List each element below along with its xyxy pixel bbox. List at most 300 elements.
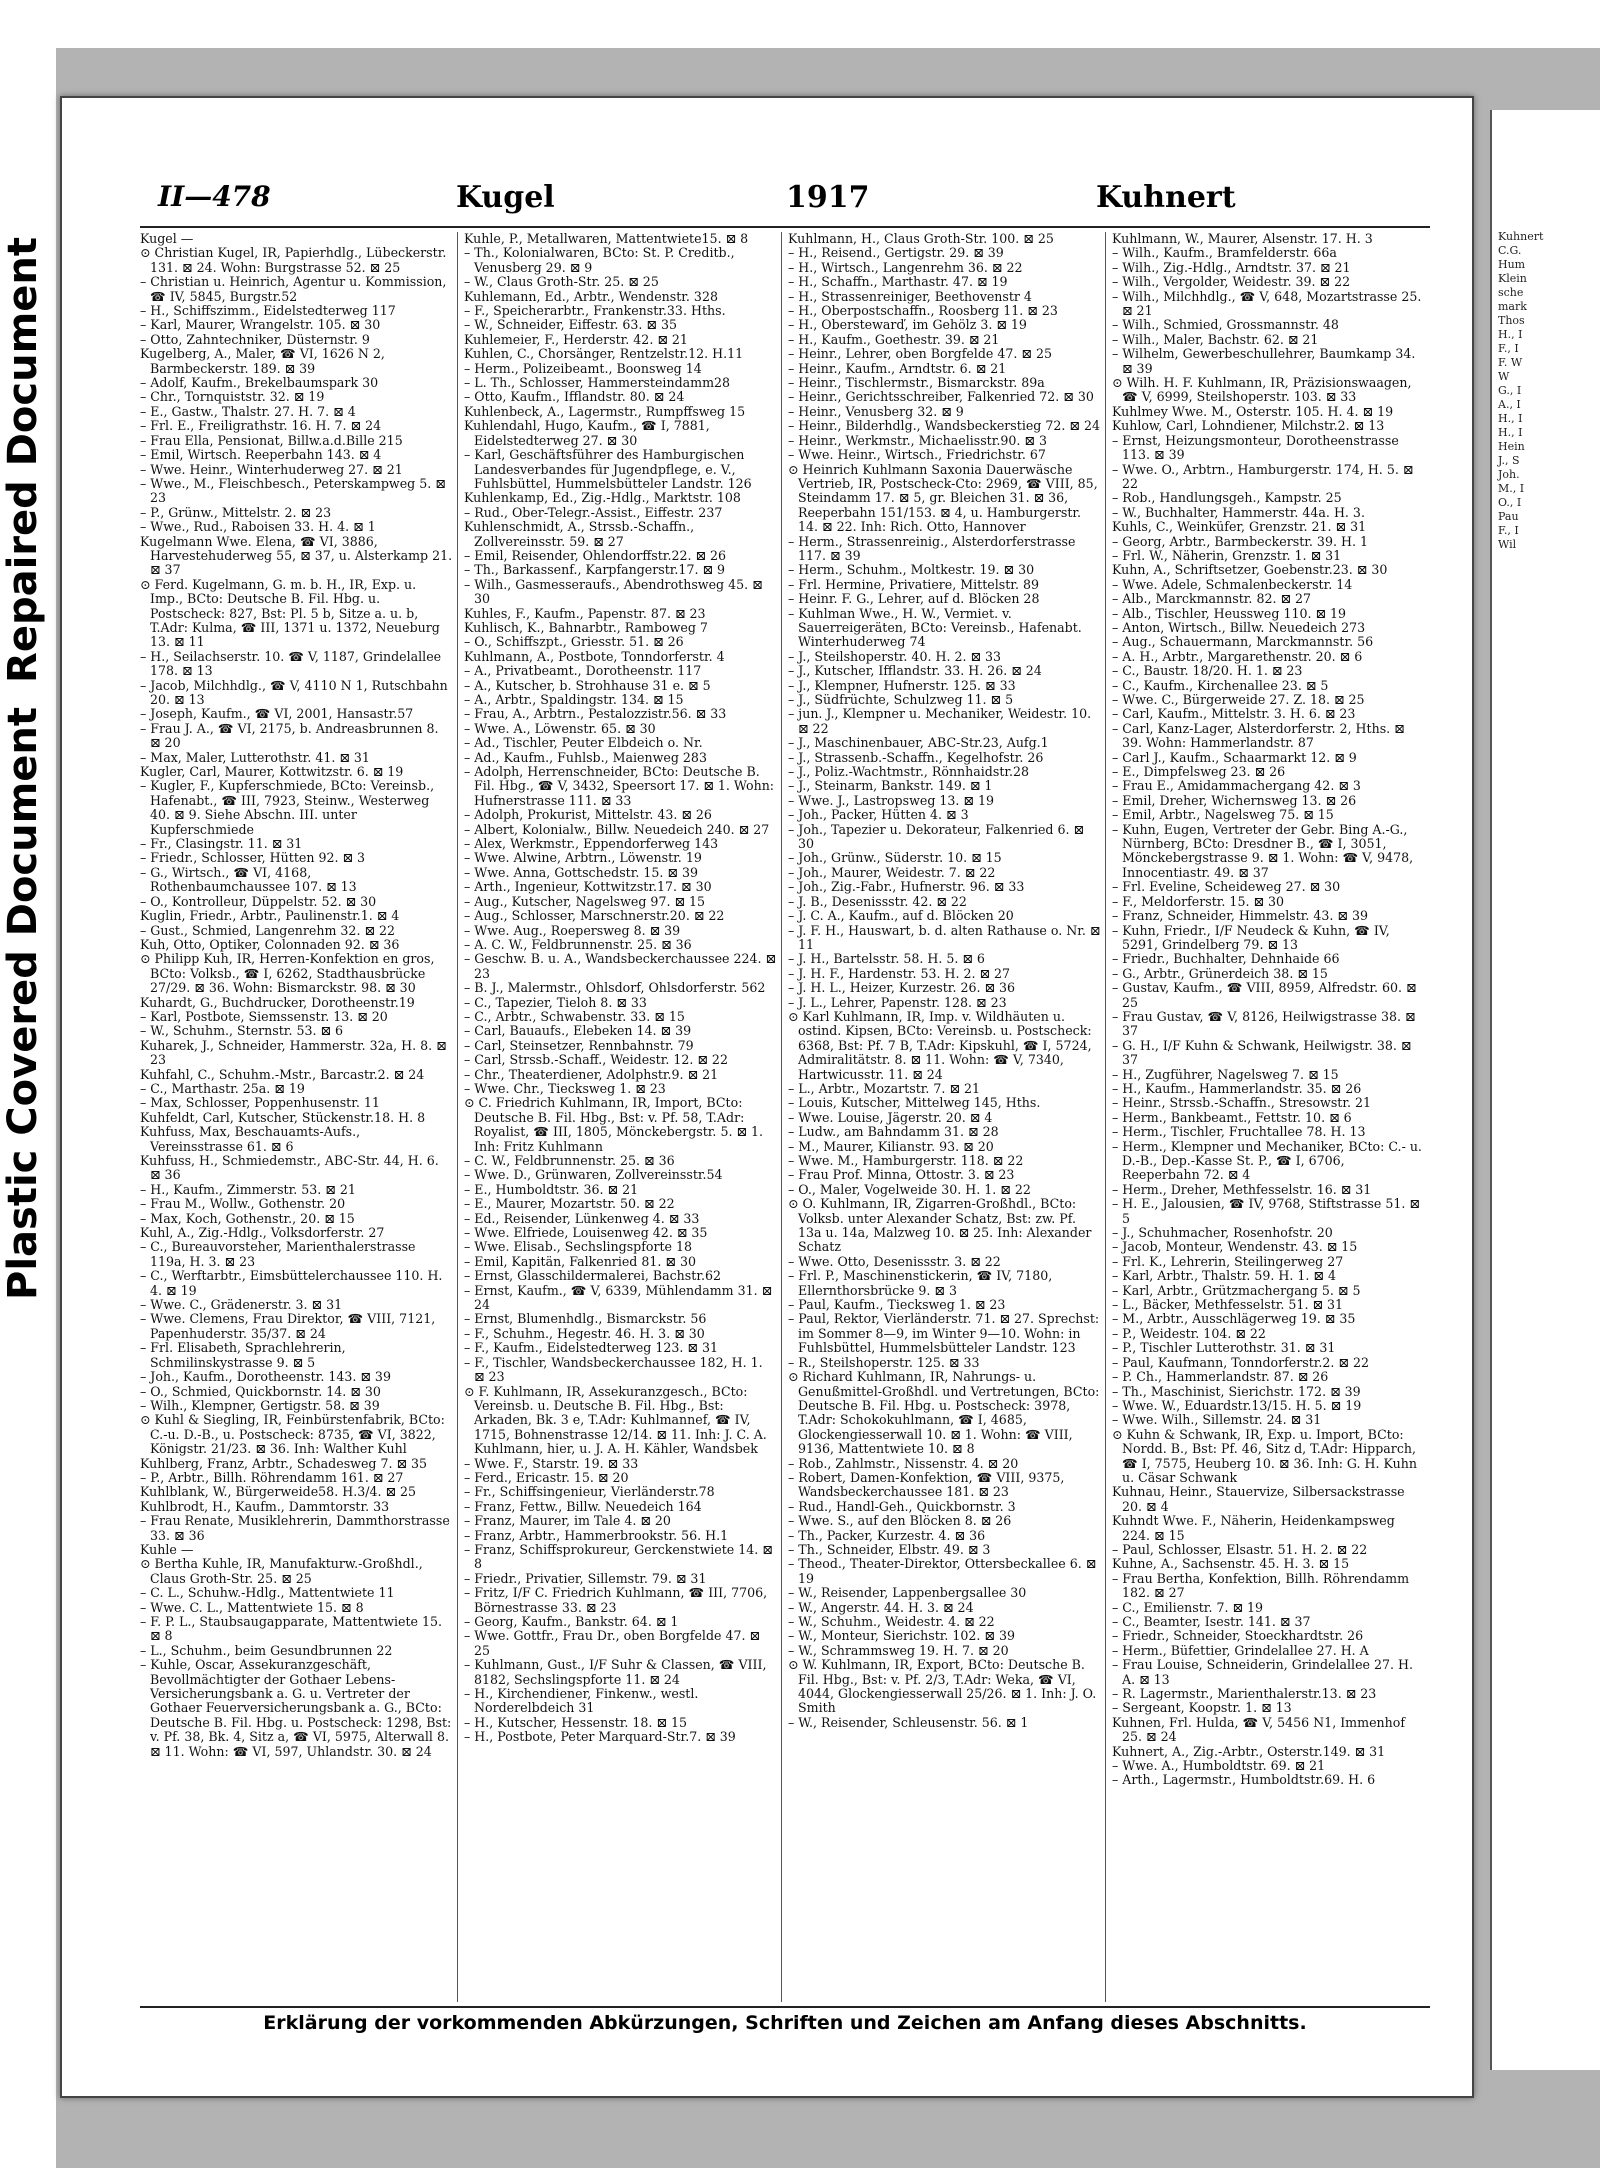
directory-entry: – W., Buchhalter, Hammerstr. 44a. H. 3. (1112, 504, 1365, 520)
directory-entry: – Frl. E., Freiligrathstr. 16. H. 7. ⊠ 24 (140, 418, 382, 434)
directory-entry: – Otto, Zahntechniker, Düsternstr. 9 (140, 331, 370, 347)
directory-entry: ⊙ Christian Kugel, IR, Papierhdlg., Lübeckerstr. 131. ⊠ 24. Wohn: Burgstrasse 52. ⊠ 25 (140, 245, 447, 275)
directory-entry: – J., Poliz.-Wachtmstr., Rönnhaidstr.28 (788, 764, 1030, 780)
directory-entry: Kugler, Carl, Maurer, Kottwitzstr. 6. ⊠ 19 (140, 764, 404, 780)
directory-entry: – Herm., Schuhm., Moltkestr. 19. ⊠ 30 (788, 562, 1035, 578)
directory-entry: – Rud., Ober-Telegr.-Assist., Eiffestr. 237 (464, 504, 723, 520)
footer-rule (140, 2006, 1430, 2008)
directory-entry: Kuglin, Friedr., Arbtr., Paulinenstr.1. ⊠ 4 (140, 908, 400, 924)
directory-entry: – Robert, Damen-Konfektion, ☎ VIII, 9375, Wandsbeckerchaussee 181. ⊠ 23 (788, 1469, 1065, 1500)
directory-entry: – Wwe. F., Starstr. 19. ⊠ 33 (464, 1455, 639, 1471)
directory-entry: – C. W., Feldbrunnenstr. 25. ⊠ 36 (464, 1153, 675, 1168)
directory-entry: – Heinr., Kaufm., Arndtstr. 6. ⊠ 21 (788, 360, 1007, 376)
directory-entry: – J., Südfrüchte, Schulzweg 11. ⊠ 5 (788, 692, 1014, 707)
directory-entry: Kuhlenbeck, A., Lagermstr., Rumpffsweg 15 (464, 403, 746, 419)
directory-entry: – Wilh., Zig.-Hdlg., Arndtstr. 37. ⊠ 21 (1112, 259, 1351, 275)
directory-entry: – Heinr., Strssb.-Schaffn., Stresowstr. 21 (1112, 1095, 1372, 1111)
directory-entry: – Wilh., Schmied, Grossmannstr. 48 (1112, 317, 1339, 333)
directory-entry: – Wwe. S., auf den Blöcken 8. ⊠ 26 (788, 1513, 1012, 1529)
directory-entry: – Ernst, Heizungsmonteur, Dorotheenstrasse 113. ⊠ 39 (1112, 432, 1399, 463)
directory-entry: – Carl J., Kaufm., Schaarmarkt 12. ⊠ 9 (1112, 749, 1357, 765)
directory-entry: – Heinr., Tischlermstr., Bismarckstr. 89a (788, 375, 1045, 391)
directory-entry: – Franz, Maurer, im Tale 4. ⊠ 20 (464, 1513, 671, 1529)
directory-entry: – W., Schrammsweg 19. H. 7. ⊠ 20 (788, 1642, 1009, 1658)
directory-entry: – P., Tischler Lutterothstr. 31. ⊠ 31 (1112, 1340, 1336, 1356)
directory-entry: Kuhlbrodt, H., Kaufm., Dammtorstr. 33 (140, 1498, 390, 1514)
directory-entry: – Jacob, Milchhdlg., ☎ V, 4110 N 1, Rutschbahn 20. ⊠ 13 (140, 677, 448, 707)
fragment-line: F. W (1498, 356, 1523, 369)
directory-entry: Kuhlenschmidt, A., Strssb.-Schaffn., Zollvereinsstr. 59. ⊠ 27 (464, 519, 695, 549)
directory-entry: Kuhlmann, H., Claus Groth-Str. 100. ⊠ 25 (788, 232, 1054, 246)
directory-entry: – Frau, A., Arbtrn., Pestalozzistr.56. ⊠ 33 (464, 706, 727, 722)
directory-entry: Kuhle, P., Metallwaren, Mattentwiete15. ⊠ 8 (464, 232, 749, 246)
directory-entry: – P. Ch., Hammerlandstr. 87. ⊠ 26 (1112, 1369, 1329, 1385)
page-header (96, 180, 1416, 220)
directory-entry: – G. H., I/F Kuhn & Schwank, Heilwigstr. 38. ⊠ 37 (1112, 1037, 1412, 1068)
directory-entry: ⊙ Wilh. H. F. Kuhlmann, IR, Präzisionswaagen, ☎ V, 6999, Steilshoperstr. 103. ⊠ 33 (1112, 375, 1412, 405)
directory-entry: – Kuhn, Friedr., I/F Neudeck & Kuhn, ☎ IV, 5291, Grindelberg 79. ⊠ 13 (1112, 922, 1390, 952)
directory-entry: – Wilhelm, Gewerbeschullehrer, Baumkamp 34. ⊠ 39 (1112, 346, 1416, 376)
directory-entry: – Herm., Klempner und Mechaniker, BCto: C.- u. D.-B., Dep.-Kasse St. P., ☎ I, 6706, Reeperbahn 72. ⊠ 4 (1112, 1138, 1422, 1183)
fragment-line: H., I (1498, 412, 1523, 425)
directory-entry: – Heinr., Gerichtsschreiber, Falkenried 72. ⊠ 30 (788, 389, 1094, 405)
directory-entry: – Georg, Arbtr., Barmbeckerstr. 39. H. 1 (1112, 533, 1368, 549)
directory-entry: – R., Steilshoperstr. 125. ⊠ 33 (788, 1354, 980, 1370)
directory-entry: – Aug., Schlosser, Marschnerstr.20. ⊠ 22 (464, 908, 725, 924)
directory-entry: – P., Arbtr., Billh. Röhrendamm 161. ⊠ 27 (140, 1469, 404, 1485)
directory-entry: – Frau M., Wollw., Gothenstr. 20 (140, 1196, 346, 1212)
directory-entry: – Th., Schneider, Elbstr. 49. ⊠ 3 (788, 1541, 991, 1557)
directory-entry: – Wwe., M., Fleischbesch., Peterskampweg 5. ⊠ 23 (140, 475, 446, 506)
directory-entry: ⊙ F. Kuhlmann, IR, Assekuranzgesch., BCto: Vereinsb. u. Deutsche B. Fil. Hbg., Bst: Arkaden, Bk. 3 e, T.Adr: Kuhlmannef, ☎ IV, 1715, Bohnenstrasse 12/14. ⊠ 11. Inh: J. C. A. Kuhlmann, hier, u. J. A. H. Kähler, Wandsbek (464, 1383, 767, 1457)
directory-entry: Kuhne, A., Sachsenstr. 45. H. 3. ⊠ 15 (1112, 1556, 1350, 1572)
fragment-line: F., I (1498, 342, 1519, 355)
directory-entry: – Herm., Strassenreinig., Alsterdorferstrasse 117. ⊠ 39 (788, 533, 1076, 563)
directory-entry: – Ernst, Blumenhdlg., Bismarckstr. 56 (464, 1311, 707, 1327)
directory-entry: – Wwe. O., Arbtrn., Hamburgerstr. 174, H. 5. ⊠ 22 (1112, 461, 1414, 491)
directory-entry: Kuhnau, Heinr., Stauervize, Silbersackstrasse 20. ⊠ 4 (1112, 1484, 1405, 1514)
directory-entry: – H., Wirtsch., Langenrehm 36. ⊠ 22 (788, 259, 1023, 275)
directory-entry: – Rud., Handl-Geh., Quickbornstr. 3 (788, 1498, 1016, 1514)
directory-entry: – Frl. Hermine, Privatiere, Mittelstr. 89 (788, 576, 1039, 592)
sidebar-label-repaired: Repaired Document (0, 237, 46, 683)
directory-entry: – Th., Barkassenf., Karpfangerstr.17. ⊠ 9 (464, 562, 726, 578)
directory-entry: – L. Th., Schlosser, Hammersteindamm28 (464, 375, 731, 391)
directory-entry: – Joseph, Kaufm., ☎ VI, 2001, Hansastr.57 (140, 706, 414, 722)
directory-entry: – Rob., Zahlmstr., Nissenstr. 4. ⊠ 20 (788, 1455, 1019, 1471)
directory-entry: – Wilh., Vergolder, Weidestr. 39. ⊠ 22 (1112, 274, 1351, 290)
directory-entry: Kugelmann Wwe. Elena, ☎ VI, 3886, Harvestehuderweg 55, ⊠ 37, u. Alsterkamp 21. ⊠ 37 (140, 533, 453, 578)
directory-entry: – Wwe. Elisab., Sechslingspforte 18 (464, 1239, 693, 1255)
directory-entry: – Ed., Reisender, Lünkenweg 4. ⊠ 33 (464, 1210, 700, 1226)
directory-entry: – H., Oberstewarď, im Gehölz 3. ⊠ 19 (788, 317, 1027, 333)
directory-entry: Kuhfuss, H., Schmiedemstr., ABC-Str. 44, H. 6. ⊠ 36 (140, 1153, 439, 1183)
directory-entry: – Fritz, I/F C. Friedrich Kuhlmann, ☎ III, 7706, Börnestrasse 33. ⊠ 23 (464, 1585, 768, 1615)
directory-entry: – J. F. H., Hauswart, b. d. alten Rathause o. Nr. ⊠ 11 (788, 922, 1101, 952)
directory-entry: – Otto, Kaufm., Ifflandstr. 80. ⊠ 24 (464, 389, 685, 405)
directory-entry: – A., Kutscher, b. Strohhause 31 e. ⊠ 5 (464, 677, 711, 693)
directory-entry: – Wwe. C., Bürgerweide 27. Z. 18. ⊠ 25 (1112, 692, 1365, 707)
directory-entry: – Herm., Polizeibeamt., Boonsweg 14 (464, 360, 702, 376)
directory-entry: – Frau Bertha, Konfektion, Billh. Röhrendamm 182. ⊠ 27 (1112, 1570, 1410, 1601)
directory-entry: – Emil, Arbtr., Nagelsweg 75. ⊠ 15 (1112, 807, 1334, 823)
directory-entry: – Wwe. A., Löwenstr. 65. ⊠ 30 (464, 720, 656, 736)
directory-entry: ⊙ Ferd. Kugelmann, G. m. b. H., IR, Exp. u. Imp., BCto: Deutsche B. Fil. Hbg. u. Postscheck: 827, Bst: Pl. 5 b, Sitze a. u. b, T.Adr: Kulma, ☎ III, 1371 u. 1372, Neueburg 13. ⊠ 11 (140, 576, 440, 650)
directory-entry: – Jacob, Monteur, Wendenstr. 43. ⊠ 15 (1112, 1239, 1358, 1255)
directory-entry: – Heinr., Lehrer, oben Borgfelde 47. ⊠ 25 (788, 346, 1052, 362)
directory-entry: ⊙ Philipp Kuh, IR, Herren-Konfektion en gros, BCto: Volksb., ☎ I, 6262, Stadthausbrücke 27/29. ⊠ 36. Wohn: Bismarckstr. 98. ⊠ 30 (140, 951, 435, 996)
directory-entry: Kugel — (140, 232, 194, 246)
directory-entry: – H., Kaufm., Hammerlandstr. 35. ⊠ 26 (1112, 1080, 1362, 1096)
directory-entry: – P., Grünw., Mittelstr. 2. ⊠ 23 (140, 504, 332, 520)
directory-entry: – Gust., Schmied, Langenrehm 32. ⊠ 22 (140, 922, 396, 938)
directory-entry: Kuhnert, A., Zig.-Arbtr., Osterstr.149. ⊠ 31 (1112, 1743, 1386, 1759)
fragment-line: M., I (1498, 482, 1525, 495)
directory-entry: – H., Strassenreiniger, Beethovenstr 4 (788, 288, 1032, 304)
directory-entry: – Wwe. Louise, Jägerstr. 20. ⊠ 4 (788, 1109, 993, 1125)
directory-entry: – P., Weidestr. 104. ⊠ 22 (1112, 1325, 1266, 1341)
column-3 (788, 232, 1106, 2002)
fragment-line: A., I (1498, 398, 1521, 411)
directory-entry: – Kuhlmann, Gust., I/F Suhr & Classen, ☎ VIII, 8182, Sechslingspforte 11. ⊠ 24 (464, 1657, 767, 1687)
directory-entry: – Max, Maler, Lutterothstr. 41. ⊠ 31 (140, 749, 370, 765)
directory-entry: – Frl. Eveline, Scheideweg 27. ⊠ 30 (1112, 879, 1341, 895)
directory-entry: – Adolph, Herrenschneider, BCto: Deutsche B. Fil. Hbg., ☎ V, 3432, Speersort 17. ⊠ 1. Wohn: Hufnerstrasse 111. ⊠ 33 (464, 764, 775, 808)
directory-entry: – J. H. L., Heizer, Kurzestr. 26. ⊠ 36 (788, 980, 1016, 996)
directory-entry: – Gustav, Kaufm., ☎ VIII, 8959, Alfredstr. 60. ⊠ 25 (1112, 980, 1417, 1010)
directory-entry: – Franz, Schneider, Himmelstr. 43. ⊠ 39 (1112, 908, 1369, 924)
directory-entry: – Fr., Clasingstr. 11. ⊠ 31 (140, 836, 303, 852)
directory-entry: – Herm., Büfettier, Grindelallee 27. H. A (1112, 1642, 1369, 1658)
fragment-line: sche (1498, 286, 1524, 299)
directory-entry: – Joh., Maurer, Weidestr. 7. ⊠ 22 (788, 864, 996, 880)
directory-entry: – Ad., Tischler, Peuter Elbdeich o. Nr. (464, 735, 703, 751)
directory-entry: Kuhardt, G., Buchdrucker, Dorotheenstr.19 (140, 994, 415, 1010)
fragment-line: W (1498, 370, 1510, 383)
directory-entry: – Max, Schlosser, Poppenhusenstr. 11 (140, 1095, 380, 1111)
directory-entry: – Joh., Packer, Hütten 4. ⊠ 3 (788, 807, 969, 823)
directory-entry: – Geschw. B. u. A., Wandsbeckerchaussee 224. ⊠ 23 (464, 951, 777, 981)
fragment-line: Pau (1498, 510, 1519, 523)
directory-entry: – L., Bäcker, Methfesselstr. 51. ⊠ 31 (1112, 1297, 1344, 1313)
directory-entry: – Georg, Kaufm., Bankstr. 64. ⊠ 1 (464, 1614, 679, 1629)
header-rule (140, 226, 1430, 228)
directory-entry: – H. E., Jalousien, ☎ IV, 9768, Stiftstrasse 51. ⊠ 5 (1112, 1196, 1420, 1226)
directory-entry: – C., Beamter, Isestr. 141. ⊠ 37 (1112, 1614, 1311, 1629)
directory-entry: Kuhles, F., Kaufm., Papenstr. 87. ⊠ 23 (464, 605, 706, 621)
directory-entry: ⊙ Kuhn & Schwank, IR, Exp. u. Import, BCto: Nordd. B., Bst: Pf. 46, Sitz d, T.Adr: Hipparch, ☎ I, 7575, Heuberg 10. ⊠ 36. Inh: G. H. Kuhn u. Cäsar Schwank (1112, 1426, 1418, 1485)
directory-entry: – Theod., Theater-Direktor, Ottersbeckallee 6. ⊠ 19 (788, 1556, 1097, 1586)
directory-entry: – H., Seilachserstr. 10. ☎ V, 1187, Grindelallee 178. ⊠ 13 (140, 648, 442, 679)
directory-entry: – Ferd., Ericastr. 15. ⊠ 20 (464, 1469, 629, 1485)
directory-entry: – Arth., Lagermstr., Humboldtstr.69. H. 6 (1112, 1772, 1376, 1788)
directory-entry: – Chr., Tornquiststr. 32. ⊠ 19 (140, 389, 325, 405)
directory-entry: – O., Maler, Vogelweide 30. H. 1. ⊠ 22 (788, 1181, 1031, 1197)
directory-entry: – G., Wirtsch., ☎ VI, 4168, Rothenbaumchaussee 107. ⊠ 13 (140, 864, 357, 895)
directory-entry: – Alb., Tischler, Heussweg 110. ⊠ 19 (1112, 605, 1347, 621)
next-page-text (1492, 110, 1600, 552)
directory-entry: ⊙ Kuhl & Siegling, IR, Feinbürstenfabrik, BCto: C.-u. D.-B., u. Postscheck: 8735, ☎ VI, 3822, Königstr. 21/23. ⊠ 36. Inh: Walther Kuhl (140, 1412, 445, 1457)
directory-entry: Kuhlmann, A., Postbote, Tonndorferstr. 4 (464, 648, 725, 664)
directory-entry: – E., Gastw., Thalstr. 27. H. 7. ⊠ 4 (140, 403, 356, 419)
directory-entry: – Friedr., Schlosser, Hütten 92. ⊠ 3 (140, 850, 366, 866)
sidebar-label-plastic: Plastic Covered Document (0, 706, 46, 1300)
directory-entry: – C., Baustr. 18/20. H. 1. ⊠ 23 (1112, 663, 1303, 679)
column-2 (464, 232, 782, 2002)
directory-entry: Kuh, Otto, Optiker, Colonnaden 92. ⊠ 36 (140, 936, 400, 952)
directory-entry: – Emil, Dreher, Wichernsweg 13. ⊠ 26 (1112, 792, 1357, 808)
directory-entry: – Joh., Tapezier u. Dekorateur, Falkenried 6. ⊠ 30 (788, 821, 1085, 852)
directory-entry: – H., Kaufm., Zimmerstr. 53. ⊠ 21 (140, 1181, 356, 1197)
directory-entry: Kuhn, A., Schriftsetzer, Goebenstr.23. ⊠ 30 (1112, 562, 1388, 578)
directory-entry: Kugelberg, A., Maler, ☎ VI, 1626 N 2, Barmbeckerstr. 189. ⊠ 39 (140, 346, 385, 376)
directory-entry: – F. P. L., Staubsaugapparate, Mattentwiete 15. ⊠ 8 (140, 1614, 443, 1644)
directory-entry: – Kuhle, Oscar, Assekuranzgeschäft, Bevollmächtigter der Gothaer Lebens-Versicherungsbank a. G. u. Vertreter der Gothaer Feuerversicherungsbank a. G., BCto: Deutsche B. Fil. Hbg. u. Postscheck: 1298, Bst: v. Pf. 38, Bk. 4, Sitz a, ☎ VI, 5975, Alterwall 8. ⊠ 11. Wohn: ☎ VI, 597, Uhlandstr. 30. ⊠ 24 (140, 1657, 452, 1759)
directory-entry: Kuhlemeier, F., Herderstr. 42. ⊠ 21 (464, 331, 688, 347)
directory-entry: – A. C. W., Feldbrunnenstr. 25. ⊠ 36 (464, 936, 692, 952)
directory-entry: – Chr., Theaterdiener, Adolphstr.9. ⊠ 21 (464, 1066, 719, 1082)
directory-entry: – Louis, Kutscher, Mittelweg 145, Hths. (788, 1095, 1041, 1111)
page-number: II—478 (158, 180, 271, 213)
directory-entry: Kuhl, A., Zig.-Hdlg., Volksdorferstr. 27 (140, 1225, 385, 1241)
directory-entry: – J., Steilshoperstr. 40. H. 2. ⊠ 33 (788, 648, 1002, 664)
directory-entry: – Carl, Kanz-Lager, Alsterdorferstr. 2, Hths. ⊠ 39. Wohn: Hammerlandstr. 87 (1112, 720, 1405, 751)
directory-entry: – Paul, Rektor, Vierländerstr. 71. ⊠ 27. Sprechst: im Sommer 8—9, im Winter 9—10. Wohn: in Fuhlsbüttel, Hummelsbütteler Landstr. 123 (788, 1311, 1100, 1356)
column-1 (140, 232, 458, 2002)
directory-entry: – J., Strassenb.-Schaffn., Kegelhofstr. 26 (788, 749, 1044, 765)
directory-entry: – Franz, Fettw., Billw. Neuedeich 164 (464, 1498, 702, 1514)
directory-entry: – H., Schiffszimm., Eidelstedterweg 117 (140, 303, 396, 319)
directory-entry: – Wwe. Wilh., Sillemstr. 24. ⊠ 31 (1112, 1412, 1322, 1428)
directory-entry: Kuhls, C., Weinküfer, Grenzstr. 21. ⊠ 31 (1112, 519, 1367, 535)
directory-entry: – Ad., Kaufm., Fuhlsb., Maienweg 283 (464, 749, 707, 765)
directory-entry: – Wwe. D., Grünwaren, Zollvereinsstr.54 (464, 1167, 723, 1183)
directory-entry: – Wwe. J., Lastropsweg 13. ⊠ 19 (788, 792, 994, 808)
sidebar (0, 0, 56, 2177)
directory-entry: – F., Meldorferstr. 15. ⊠ 30 (1112, 893, 1285, 909)
directory-entry: – C., Arbtr., Schwabenstr. 33. ⊠ 15 (464, 1008, 685, 1024)
directory-entry: – Ernst, Kaufm., ☎ V, 6339, Mühlendamm 31. ⊠ 24 (464, 1282, 773, 1313)
directory-entry: – Paul, Kaufm., Tiecksweg 1. ⊠ 23 (788, 1297, 1006, 1313)
fragment-line: Hein (1498, 440, 1525, 453)
directory-entry: – Heinr., Werkmstr., Michaelisstr.90. ⊠ 3 (788, 432, 1047, 448)
directory-entry: – H., Postbote, Peter Marquard-Str.7. ⊠ 39 (464, 1729, 736, 1745)
directory-entry: – Anton, Wirtsch., Billw. Neuedeich 273 (1112, 619, 1366, 635)
directory-entry: – Heinr., Venusberg 32. ⊠ 9 (788, 403, 964, 419)
directory-entry: – C., Emilienstr. 7. ⊠ 19 (1112, 1599, 1264, 1615)
directory-entry: ⊙ W. Kuhlmann, IR, Export, BCto: Deutsche B. Fil. Hbg., Bst: v. Pf. 2/3, T.Adr: Weka, ☎ VI, 4044, Glockengiesserwall 25/26. ⊠ 1. Inh: J. O. Smith (788, 1657, 1097, 1716)
directory-entry: – Max, Koch, Gothenstr., 20. ⊠ 15 (140, 1210, 355, 1226)
directory-entry: – G., Arbtr., Grünerdeich 38. ⊠ 15 (1112, 965, 1328, 981)
directory-entry: – Alb., Marckmannstr. 82. ⊠ 27 (1112, 591, 1312, 607)
fragment-line: Wil (1498, 538, 1517, 551)
directory-entry: – F., Speicherarbtr., Frankenstr.33. Hths. (464, 303, 726, 319)
directory-entry: – W., Monteur, Sierichstr. 102. ⊠ 39 (788, 1628, 1016, 1644)
directory-entry: ⊙ O. Kuhlmann, IR, Zigarren-Großhdl., BCto: Volksb. unter Alexander Schatz, Bst: zw. Pf. 13a u. 14a, Malzweg 10. ⊠ 25. Inh: Alexander Schatz (788, 1196, 1092, 1255)
directory-entry: – Heinr., Bilderhdlg., Wandsbeckerstieg 72. ⊠ 24 (788, 418, 1100, 434)
directory-entry: – Karl, Postbote, Siemssenstr. 13. ⊠ 20 (140, 1008, 388, 1024)
directory-entry: ⊙ Bertha Kuhle, IR, Manufakturw.-Großhdl., Claus Groth-Str. 25. ⊠ 25 (140, 1556, 423, 1586)
directory-entry: – H., Kutscher, Hessenstr. 18. ⊠ 15 (464, 1714, 688, 1730)
fragment-line: Kuhnert (1498, 230, 1544, 243)
directory-entry: – Herm., Tischler, Fruchtallee 78. H. 13 (1112, 1124, 1366, 1140)
directory-entry: – J., Kutscher, Ifflandstr. 33. H. 26. ⊠ 24 (788, 663, 1042, 679)
directory-entry: – R. Lagermstr., Marienthalerstr.13. ⊠ 23 (1112, 1686, 1377, 1702)
directory-entry: – A., Arbtr., Spaldingstr. 134. ⊠ 15 (464, 692, 684, 707)
directory-entry: – Th., Kolonialwaren, BCto: St. P. Creditb., Venusberg 29. ⊠ 9 (464, 245, 735, 275)
next-page-fragment (1490, 110, 1600, 2070)
directory-entry: – J. L., Lehrer, Papenstr. 128. ⊠ 23 (788, 994, 1007, 1010)
directory-entry: – Carl, Bauaufs., Elebeken 14. ⊠ 39 (464, 1023, 692, 1039)
directory-entry: – Frau E., Amidammachergang 42. ⊠ 3 (1112, 778, 1361, 794)
directory-entry: Kuhfeldt, Carl, Kutscher, Stückenstr.18. H. 8 (140, 1109, 426, 1125)
directory-entry: – Frl. W., Näherin, Grenzstr. 1. ⊠ 31 (1112, 547, 1342, 563)
fragment-line: F., I (1498, 524, 1519, 537)
directory-entry: – Frl. K., Lehrerin, Steilingerweg 27 (1112, 1253, 1344, 1269)
directory-entry: Kuhlblank, W., Bürgerweide58. H.3/4. ⊠ 25 (140, 1484, 417, 1500)
directory-entry: – Wwe. Anna, Gottschedstr. 15. ⊠ 39 (464, 864, 698, 880)
directory-entry: – L., Schuhm., beim Gesundbrunnen 22 (140, 1642, 393, 1658)
header-left-word: Kugel (456, 180, 555, 215)
fragment-line: Hum (1498, 258, 1526, 271)
fragment-line: C.G. (1498, 244, 1522, 257)
directory-entry: – H., Schaffn., Marthastr. 47. ⊠ 19 (788, 274, 1008, 290)
directory-entry: – Wilh., Milchhdlg., ☎ V, 648, Mozartstrasse 25. ⊠ 21 (1112, 288, 1422, 319)
directory-entry: – C., Marthastr. 25a. ⊠ 19 (140, 1080, 305, 1096)
directory-entry: – Wwe. Otto, Desenissstr. 3. ⊠ 22 (788, 1253, 1001, 1269)
directory-entry: Kuhlow, Carl, Lohndiener, Milchstr.2. ⊠ 13 (1112, 418, 1385, 434)
directory-entry: Kuhlen, C., Chorsänger, Rentzelstr.12. H.11 (464, 346, 744, 362)
directory-entry: – Wwe. Heinr., Wirtsch., Friedrichstr. 67 (788, 447, 1046, 463)
directory-entry: – H., Reisend., Gertigstr. 29. ⊠ 39 (788, 245, 1004, 261)
directory-entry: – Friedr., Schneider, Stoeckhardtstr. 26 (1112, 1628, 1364, 1644)
directory-entry: – Albert, Kolonialw., Billw. Neuedeich 240. ⊠ 27 (464, 821, 770, 837)
directory-entry: – Paul, Kaufmann, Tonndorferstr.2. ⊠ 22 (1112, 1354, 1370, 1370)
directory-entry: – C. L., Schuhw.-Hdlg., Mattentwiete 11 (140, 1585, 395, 1601)
directory-entry: – Wwe. Heinr., Winterhuderweg 27. ⊠ 21 (140, 461, 403, 477)
directory-entry: Kuhle — (140, 1541, 194, 1557)
directory-entry: Kuhlberg, Franz, Arbtr., Schadesweg 7. ⊠ 35 (140, 1455, 428, 1471)
directory-entry: – Herm., Dreher, Methfesselstr. 16. ⊠ 31 (1112, 1181, 1372, 1197)
directory-entry: – E., Humboldtstr. 36. ⊠ 21 (464, 1181, 639, 1197)
directory-entry: – J., Maschinenbauer, ABC-Str.23, Aufg.1 (788, 735, 1049, 751)
directory-entry: – F., Kaufm., Eidelstedterweg 123. ⊠ 31 (464, 1340, 718, 1356)
directory-entry: – Frau Gustav, ☎ V, 8126, Heilwigstrasse 38. ⊠ 37 (1112, 1008, 1416, 1039)
directory-entry: – H., Kirchendiener, Finkenw., westl. Norderelbdeich 31 (464, 1686, 699, 1716)
directory-entry: – C., Tapezier, Tieloh 8. ⊠ 33 (464, 994, 647, 1010)
directory-entry: Kuhndt Wwe. F., Näherin, Heidenkampsweg 224. ⊠ 15 (1112, 1513, 1395, 1543)
entry-columns (140, 232, 1430, 2002)
directory-entry: – H., Kaufm., Goethestr. 39. ⊠ 21 (788, 331, 1000, 347)
column-4 (1112, 232, 1430, 2002)
directory-entry: – A. H., Arbtr., Margarethenstr. 20. ⊠ 6 (1112, 648, 1363, 664)
directory-entry: – Joh., Kaufm., Dorotheenstr. 143. ⊠ 39 (140, 1369, 391, 1385)
directory-entry: – Karl, Arbtr., Grützmachergang 5. ⊠ 5 (1112, 1282, 1361, 1298)
directory-entry: – Franz, Schiffsprokureur, Gerckenstwiete 14. ⊠ 8 (464, 1541, 773, 1572)
directory-entry: ⊙ C. Friedrich Kuhlmann, IR, Import, BCto: Deutsche B. Fil. Hbg., Bst: v. Pf. 58, T.Adr: Royalist, ☎ III, 1805, Mönckebergstr. 5. ⊠ 1. Inh: Fritz Kuhlmann (464, 1095, 764, 1154)
directory-entry: – Frau Louise, Schneiderin, Grindelallee 27. H. A. ⊠ 13 (1112, 1657, 1414, 1687)
directory-entry: – Kuhn, Eugen, Vertreter der Gebr. Bing A.-G., Nürnberg, BCto: Dresdner B., ☎ I, 3051, Mönckebergstrasse 9. ⊠ 1. Wohn: ☎ V, 9478, Innocentiastr. 49. ⊠ 37 (1112, 821, 1414, 880)
directory-entry: – Emil, Reisender, Ohlendorffstr.22. ⊠ 26 (464, 547, 727, 563)
directory-entry: – Wilh., Klempner, Gertigstr. 58. ⊠ 39 (140, 1397, 380, 1413)
directory-entry: – Wwe. A., Humboldtstr. 69. ⊠ 21 (1112, 1758, 1326, 1774)
directory-entry: – Joh., Grünw., Süderstr. 10. ⊠ 15 (788, 850, 1002, 866)
directory-entry: – Herm., Bankbeamt., Fettstr. 10. ⊠ 6 (1112, 1109, 1352, 1125)
directory-entry: – Frl. P., Maschinenstickerin, ☎ IV, 7180, Ellernthorsbrücke 9. ⊠ 3 (788, 1268, 1053, 1298)
directory-entry: Kuhlenkamp, Ed., Zig.-Hdlg., Marktstr. 108 (464, 490, 741, 506)
directory-entry: – Frau Ella, Pensionat, Billw.a.d.Bille 215 (140, 432, 403, 448)
fragment-line: Joh. (1498, 468, 1520, 481)
directory-entry: – E., Maurer, Mozartstr. 50. ⊠ 22 (464, 1196, 675, 1212)
directory-entry: – M., Arbtr., Ausschlägerweg 19. ⊠ 35 (1112, 1311, 1356, 1327)
directory-entry: – Ludw., am Bahndamm 31. ⊠ 28 (788, 1124, 999, 1140)
directory-entry: Kuhfahl, C., Schuhm.-Mstr., Barcastr.2. ⊠ 24 (140, 1066, 425, 1082)
directory-entry: – Frau Renate, Musiklehrerin, Dammthorstrasse 33. ⊠ 36 (140, 1513, 450, 1543)
directory-entry: – Wwe. W., Eduardstr.13/15. H. 5. ⊠ 19 (1112, 1397, 1362, 1413)
directory-entry: – B. J., Malermstr., Ohlsdorf, Ohlsdorferstr. 562 (464, 980, 766, 996)
directory-entry: – Adolf, Kaufm., Brekelbaumspark 30 (140, 375, 379, 391)
directory-entry: Kuharek, J., Schneider, Hammerstr. 32a, H. 8. ⊠ 23 (140, 1037, 447, 1068)
directory-entry: – F., Tischler, Wandsbeckerchaussee 182, H. 1. ⊠ 23 (464, 1354, 763, 1385)
directory-entry: – Ernst, Glasschildermalerei, Bachstr.62 (464, 1268, 721, 1284)
directory-entry: Kuhlisch, K., Bahnarbtr., Ramboweg 7 (464, 619, 708, 635)
directory-entry: ⊙ Karl Kuhlmann, IR, Imp. v. Wildhäuten u. ostind. Kipsen, BCto: Vereinsb. u. Postscheck: 6368, Bst: Pf. 7 B, T.Adr: Kipskuhl, ☎ I, 5724, Admiralitätstr. 8. ⊠ 11. Wohn: ☎ V, 7340, Hartwicusstr. 11. ⊠ 24 (788, 1008, 1092, 1082)
directory-entry: – Karl, Arbtr., Thalstr. 59. H. 1. ⊠ 4 (1112, 1268, 1336, 1284)
directory-entry: – Wwe. C., Grädenerstr. 3. ⊠ 31 (140, 1297, 343, 1313)
directory-entry: – E., Dimpfelsweg 23. ⊠ 26 (1112, 764, 1286, 780)
directory-entry: – Rob., Handlungsgeh., Kampstr. 25 (1112, 490, 1342, 506)
directory-entry: – Wilh., Gasmesseraufs., Abendrothsweg 45. ⊠ 30 (464, 576, 763, 607)
directory-entry: – Alex, Werkmstr., Eppendorferweg 143 (464, 836, 719, 852)
fragment-line: O., I (1498, 496, 1522, 509)
fragment-line: Thos (1498, 314, 1525, 327)
directory-entry: – J. C. A., Kaufm., auf d. Blöcken 20 (788, 908, 1014, 924)
directory-entry: – Wwe. Gottfr., Frau Dr., oben Borgfelde 47. ⊠ 25 (464, 1628, 761, 1658)
directory-entry: ⊙ Richard Kuhlmann, IR, Nahrungs- u. Genußmittel-Großhdl. und Vertretungen, BCto: Deutsche B. Fil. Hbg. u. Postscheck: 3978, T.Adr: Schokokuhlmann, ☎ I, 4685, Glockengiesserwall 10. ⊠ 1. Wohn: ☎ VIII, 9136, Mattentwiete 10. ⊠ 8 (788, 1369, 1100, 1457)
fragment-line: Klein (1498, 272, 1527, 285)
fragment-line: G., I (1498, 384, 1522, 397)
directory-entry: – H., Zugführer, Nagelsweg 7. ⊠ 15 (1112, 1066, 1339, 1082)
directory-entry: – J. H. F., Hardenstr. 53. H. 2. ⊠ 27 (788, 965, 1011, 981)
directory-entry: – C., Kaufm., Kirchenallee 23. ⊠ 5 (1112, 677, 1329, 693)
directory-entry: – Franz, Arbtr., Hammerbrookstr. 56. H.1 (464, 1527, 729, 1543)
directory-entry: – W., Reisender, Schleusenstr. 56. ⊠ 1 (788, 1714, 1029, 1730)
directory-entry: – Th., Packer, Kurzestr. 4. ⊠ 36 (788, 1527, 986, 1543)
directory-entry: – Aug., Kutscher, Nagelsweg 97. ⊠ 15 (464, 893, 706, 909)
directory-entry: – W., Reisender, Lappenbergsallee 30 (788, 1585, 1027, 1601)
directory-entry: – J. H., Bartelsstr. 58. H. 5. ⊠ 6 (788, 951, 985, 967)
directory-entry: – Th., Maschinist, Sierichstr. 172. ⊠ 39 (1112, 1383, 1361, 1399)
fragment-line: H., I (1498, 328, 1523, 341)
directory-entry: – O., Schmied, Quickbornstr. 14. ⊠ 30 (140, 1383, 381, 1399)
directory-entry: – A., Privatbeamt., Dorotheenstr. 117 (464, 663, 702, 679)
directory-entry: – W., Schuhm., Weidestr. 4. ⊠ 22 (788, 1614, 995, 1629)
directory-entry: – J., Steinarm, Bankstr. 149. ⊠ 1 (788, 778, 993, 794)
directory-entry: – F., Schuhm., Hegestr. 46. H. 3. ⊠ 30 (464, 1325, 705, 1341)
directory-entry: – Kugler, F., Kupferschmiede, BCto: Vereinsb., Hafenabt., ☎ III, 7923, Steinw., Westerweg 40. ⊠ 9. Siehe Abschn. III. unter Kupferschmiede (140, 778, 435, 837)
directory-entry: – jun. J., Klempner u. Mechaniker, Weidestr. 10. ⊠ 22 (788, 706, 1092, 736)
directory-entry: – Carl, Steinsetzer, Rennbahnstr. 79 (464, 1037, 694, 1053)
directory-entry: – Arth., Ingenieur, Kottwitzstr.17. ⊠ 30 (464, 879, 712, 895)
directory-entry: – Frau Prof. Minna, Ottostr. 3. ⊠ 23 (788, 1167, 1015, 1183)
directory-entry: – Sergeant, Koopstr. 1. ⊠ 13 (1112, 1700, 1292, 1716)
footer-note: Erklärung der vorkommenden Abkürzungen, Schriften und Zeichen am Anfang dieses Abschnitts. (263, 2012, 1307, 2034)
directory-entry: – C., Werftarbtr., Eimsbüttelerchaussee 110. H. 4. ⊠ 19 (140, 1268, 443, 1298)
directory-entry: – M., Maurer, Kilianstr. 93. ⊠ 20 (788, 1138, 994, 1154)
directory-entry: – W., Schuhm., Sternstr. 53. ⊠ 6 (140, 1023, 344, 1039)
directory-entry: Kuhlmey Wwe. M., Osterstr. 105. H. 4. ⊠ 19 (1112, 403, 1394, 419)
directory-entry: – Wwe., Rud., Raboisen 33. H. 4. ⊠ 1 (140, 519, 376, 535)
